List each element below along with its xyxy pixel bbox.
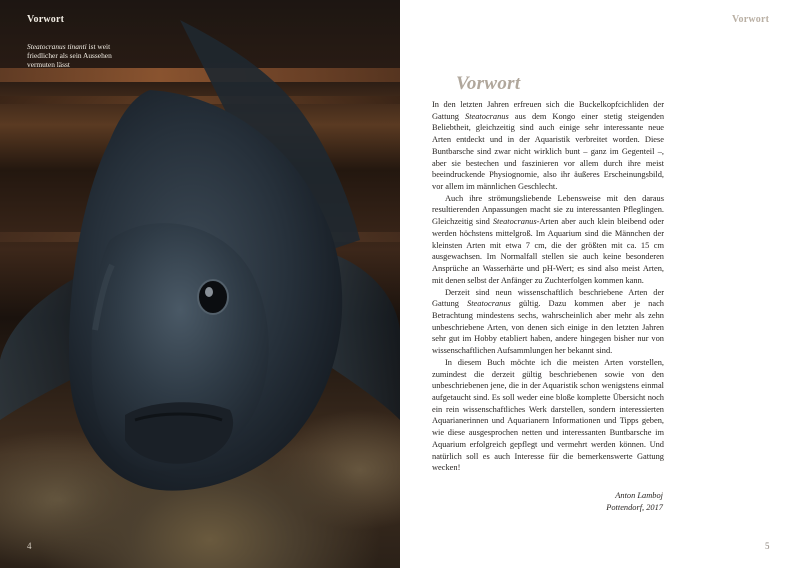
text-run: gültig. Dazu kommen aber je nach Betrachtung mindestens sechs, wahrscheinlich aber mehr als zehn unbeschriebene Arten, von denen sich einige in den letzten Jahren sehr gut im Hobby etabliert haben, andere hingegen bisher nur von wissenschaftlichen Aufsammlungen her bekannt sind. <box>432 299 664 356</box>
paragraph <box>432 99 664 193</box>
caption-species-name: Steatocranus tinanti <box>27 42 87 51</box>
author-name: Anton Lamboj <box>615 491 663 500</box>
text-run: In diesem Buch möchte ich die meisten Arten vorstellen, zumindest die derzeit gültig beschriebenen sowie von den unbeschriebenen jene, die in der Aquaristik schon wenigstens einmal aufgetaucht sind. Es soll weder eine bloße komplette Übersicht noch ein rein wissenschaftliches Werk darstellen, sondern interessierten Aquarianerinnen und Aquarianern Informationen und Tipps geben, wie diese ausgesprochen netten und interessanten Buntbarsche im Aquarium erfolgreich gepflegt und vermehrt werden können. Und natürlich soll es auch Interesse für die bemerkenswerte Gattung wecken! <box>432 357 664 473</box>
paragraph <box>432 193 664 287</box>
paragraph <box>432 357 664 474</box>
text-run: -Arten aber auch klein bleibend oder werden höchstens mittelgroß. Im Aquarium sind die Männchen der kleinsten Arten mit etwa 7 cm, die der größten mit ca. 15 cm ausgewachsen. Im Normalfall stellen sie auch keine besonderen Ansprüche an Wasserhärte und pH-Wert; es sind also meist Arten, mit denen selbst der Anfänger zu Zuchterfolgen kommen kann. <box>432 217 664 285</box>
running-head-right: Vorwort <box>732 14 770 25</box>
caption-text: ist weit friedlicher als sein Aussehen vermuten lässt <box>27 42 112 69</box>
paragraph <box>432 287 664 357</box>
italic-genus: Steatocranus <box>467 299 511 309</box>
page-number-left: 4 <box>27 541 32 551</box>
place-date: Pottendorf, 2017 <box>606 502 663 512</box>
italic-genus: Steatocranus <box>465 111 509 121</box>
body-text <box>432 99 664 474</box>
italic-genus: Steatocranus <box>492 217 537 227</box>
text-run: Derzeit sind neun wissenschaftlich beschriebene Arten der Gattung <box>432 287 664 309</box>
signature-block <box>560 490 663 513</box>
page-number-right: 5 <box>765 541 770 551</box>
text-run: In den letzten Jahren erfreuen sich die Buckelkopfcichliden der Gattung <box>432 100 664 121</box>
photo-caption <box>27 42 127 69</box>
text-run: aus dem Kongo einer stetig steigenden Beliebtheit, gleichzeitig sind auch einige sehr interessante neue Arten entdeckt und in der Aquaristik verbreitet worden. Diese Buntbarsche sind zwar nicht wirklich bunt – ganz im Gegenteil –, aber sie bestechen und faszinieren vor allem durch ihre meist beeindruckende Physiognomie, also ihr äußeres Erscheinungsbild, vor allem im männlichen Geschlecht. <box>432 111 665 192</box>
text-run: Auch ihre strömungsliebende Lebensweise mit den daraus resultierenden Anpassungen macht sie zu interessanten Pfleglingen. Gleichzeitig sind <box>432 193 664 227</box>
chapter-title: Vorwort <box>456 73 521 94</box>
running-head-left: Vorwort <box>27 14 65 25</box>
